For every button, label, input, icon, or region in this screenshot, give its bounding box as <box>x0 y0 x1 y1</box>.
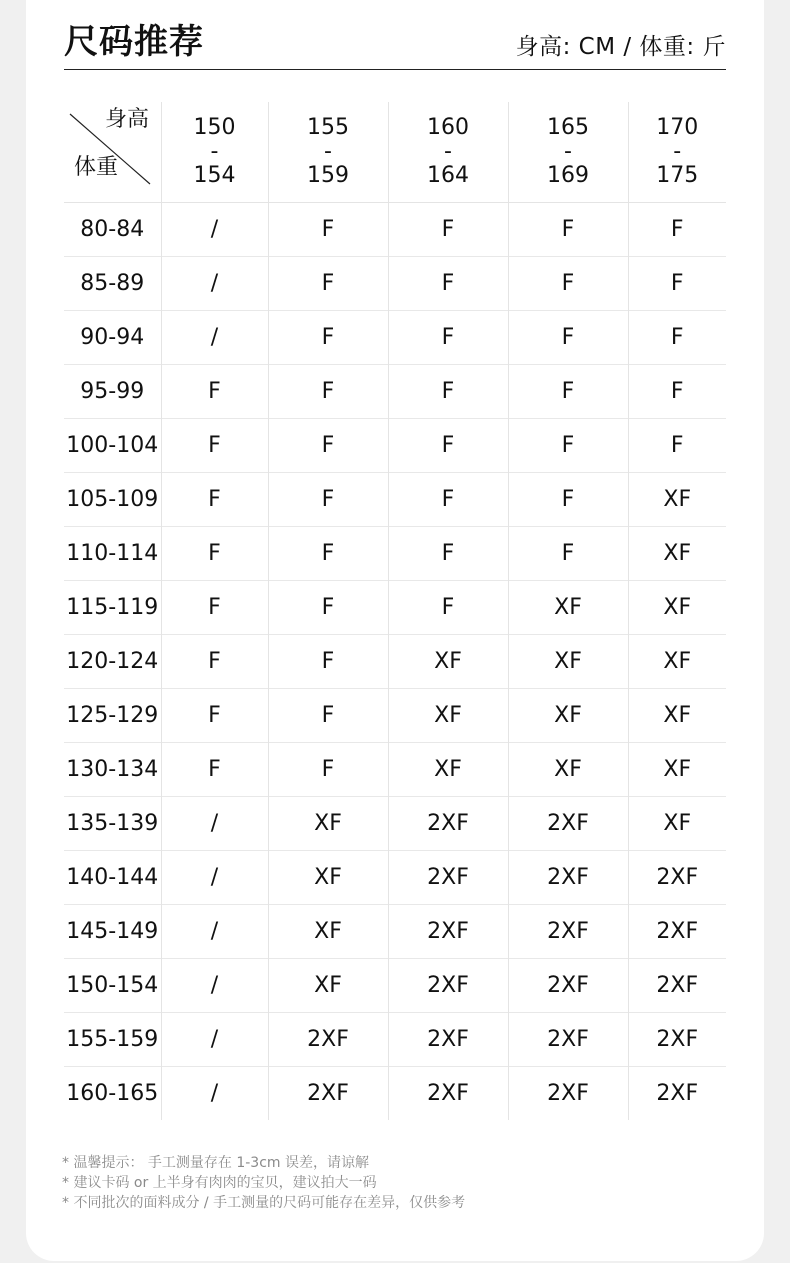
size-cell: F <box>508 203 628 257</box>
size-cell: F <box>161 581 268 635</box>
size-cell: F <box>388 581 508 635</box>
size-cell: XF <box>628 797 726 851</box>
size-cell: F <box>628 311 726 365</box>
size-table <box>64 102 726 1120</box>
units-label: 身高: CM / 体重: 斤 <box>515 34 726 60</box>
size-cell: 2XF <box>628 959 726 1013</box>
size-cell: XF <box>388 743 508 797</box>
size-cell: F <box>161 689 268 743</box>
weight-range-cell: 115-119 <box>64 581 161 635</box>
size-cell: XF <box>388 635 508 689</box>
weight-range-cell: 100-104 <box>64 419 161 473</box>
weight-range-cell: 130-134 <box>64 743 161 797</box>
size-cell: F <box>268 527 388 581</box>
table-header-row <box>64 102 726 203</box>
height-column-header <box>161 102 268 203</box>
height-column-header <box>508 102 628 203</box>
size-cell: 2XF <box>508 959 628 1013</box>
size-cell: XF <box>508 581 628 635</box>
height-column-header <box>268 102 388 203</box>
size-cell: 2XF <box>388 905 508 959</box>
size-cell: XF <box>268 959 388 1013</box>
size-cell: F <box>388 527 508 581</box>
size-cell: F <box>508 365 628 419</box>
size-cell: / <box>161 1067 268 1121</box>
table-row <box>64 1013 726 1067</box>
size-cell: F <box>161 743 268 797</box>
size-cell: F <box>161 365 268 419</box>
table-row <box>64 689 726 743</box>
size-cell: F <box>508 257 628 311</box>
height-sep: - <box>564 139 572 164</box>
size-cell: / <box>161 311 268 365</box>
size-cell: F <box>388 473 508 527</box>
size-cell: F <box>508 419 628 473</box>
size-cell: F <box>388 203 508 257</box>
weight-range-cell: 90-94 <box>64 311 161 365</box>
weight-range-cell: 120-124 <box>64 635 161 689</box>
height-from: 155 <box>307 115 349 140</box>
size-cell: 2XF <box>628 1013 726 1067</box>
size-cell: F <box>268 743 388 797</box>
weight-range-cell: 155-159 <box>64 1013 161 1067</box>
weight-range-cell: 125-129 <box>64 689 161 743</box>
size-cell: F <box>268 311 388 365</box>
table-row <box>64 905 726 959</box>
height-sep: - <box>210 139 219 164</box>
weight-range-cell: 95-99 <box>64 365 161 419</box>
height-from: 150 <box>193 115 236 140</box>
table-row <box>64 365 726 419</box>
weight-range-cell: 150-154 <box>64 959 161 1013</box>
weight-range-cell: 145-149 <box>64 905 161 959</box>
table-row <box>64 797 726 851</box>
size-cell: 2XF <box>508 905 628 959</box>
size-cell: XF <box>268 905 388 959</box>
table-row <box>64 311 726 365</box>
size-cell: F <box>268 473 388 527</box>
size-cell: F <box>388 419 508 473</box>
size-cell: F <box>161 419 268 473</box>
table-row <box>64 635 726 689</box>
size-cell: / <box>161 851 268 905</box>
table-row <box>64 581 726 635</box>
weight-range-cell: 140-144 <box>64 851 161 905</box>
notes <box>62 1153 465 1213</box>
height-axis-label: 身高 <box>104 107 149 132</box>
table-row <box>64 473 726 527</box>
size-cell: F <box>628 203 726 257</box>
size-cell: F <box>628 257 726 311</box>
size-cell: XF <box>628 635 726 689</box>
size-cell: 2XF <box>268 1067 388 1121</box>
size-cell: 2XF <box>508 851 628 905</box>
size-cell: / <box>161 1013 268 1067</box>
corner-cell <box>64 102 161 203</box>
table-row <box>64 203 726 257</box>
size-cell: XF <box>268 797 388 851</box>
size-cell: 2XF <box>388 959 508 1013</box>
size-cell: 2XF <box>388 797 508 851</box>
weight-range-cell: 80-84 <box>64 203 161 257</box>
height-from: 165 <box>547 115 589 140</box>
size-cell: 2XF <box>508 1067 628 1121</box>
note-line: * 不同批次的面料成分 / 手工测量的尺码可能存在差异，仅供参考 <box>62 1195 466 1211</box>
size-cell: 2XF <box>268 1013 388 1067</box>
height-to: 164 <box>427 163 469 188</box>
table-row <box>64 527 726 581</box>
note-line: * 温馨提示： 手工测量存在 1-3cm 误差，请谅解 <box>62 1155 370 1171</box>
size-cell: XF <box>628 581 726 635</box>
size-table-body <box>64 203 726 1121</box>
size-cell: 2XF <box>388 1013 508 1067</box>
size-cell: / <box>161 959 268 1013</box>
size-cell: F <box>268 689 388 743</box>
size-cell: F <box>161 473 268 527</box>
size-cell: 2XF <box>628 905 726 959</box>
height-to: 169 <box>547 163 589 188</box>
size-cell: 2XF <box>508 1013 628 1067</box>
size-cell: F <box>268 257 388 311</box>
height-to: 159 <box>307 163 349 188</box>
size-cell: XF <box>628 527 726 581</box>
weight-range-cell: 85-89 <box>64 257 161 311</box>
table-row <box>64 257 726 311</box>
size-cell: F <box>268 203 388 257</box>
table-row <box>64 959 726 1013</box>
size-cell: F <box>161 527 268 581</box>
size-cell: 2XF <box>628 851 726 905</box>
table-row <box>64 743 726 797</box>
size-cell: F <box>388 257 508 311</box>
table-row <box>64 1067 726 1121</box>
size-cell: XF <box>508 689 628 743</box>
size-cell: XF <box>628 473 726 527</box>
size-cell: XF <box>628 689 726 743</box>
height-from: 170 <box>656 115 699 140</box>
size-cell: / <box>161 203 268 257</box>
height-sep: - <box>673 139 682 164</box>
size-cell: F <box>508 311 628 365</box>
weight-range-cell: 110-114 <box>64 527 161 581</box>
table-row <box>64 851 726 905</box>
note-line: * 建议卡码 or 上半身有肉肉的宝贝，建议拍大一码 <box>62 1175 377 1191</box>
table-row <box>64 419 726 473</box>
height-column-header <box>388 102 508 203</box>
page-title: 尺码推荐 <box>64 22 204 62</box>
title-divider <box>64 69 726 70</box>
height-to: 175 <box>656 163 699 188</box>
size-cell: F <box>268 581 388 635</box>
size-cell: F <box>268 635 388 689</box>
size-cell: F <box>628 365 726 419</box>
size-cell: F <box>268 365 388 419</box>
size-cell: F <box>628 419 726 473</box>
size-cell: XF <box>268 851 388 905</box>
size-cell: / <box>161 797 268 851</box>
size-cell: / <box>161 905 268 959</box>
size-cell: XF <box>508 635 628 689</box>
size-cell: 2XF <box>388 1067 508 1121</box>
size-cell: XF <box>508 743 628 797</box>
weight-range-cell: 105-109 <box>64 473 161 527</box>
size-cell: F <box>388 365 508 419</box>
height-sep: - <box>324 139 332 164</box>
size-cell: F <box>508 473 628 527</box>
size-cell: F <box>388 311 508 365</box>
size-cell: / <box>161 257 268 311</box>
weight-range-cell: 160-165 <box>64 1067 161 1121</box>
size-cell: 2XF <box>628 1067 726 1121</box>
size-cell: 2XF <box>508 797 628 851</box>
weight-axis-label: 体重 <box>74 155 119 180</box>
size-cell: F <box>161 635 268 689</box>
height-column-header <box>628 102 726 203</box>
height-sep: - <box>444 139 452 164</box>
size-cell: XF <box>388 689 508 743</box>
size-cell: F <box>508 527 628 581</box>
size-cell: F <box>268 419 388 473</box>
size-cell: 2XF <box>388 851 508 905</box>
weight-range-cell: 135-139 <box>64 797 161 851</box>
height-from: 160 <box>427 115 469 140</box>
size-cell: XF <box>628 743 726 797</box>
height-to: 154 <box>193 163 236 188</box>
